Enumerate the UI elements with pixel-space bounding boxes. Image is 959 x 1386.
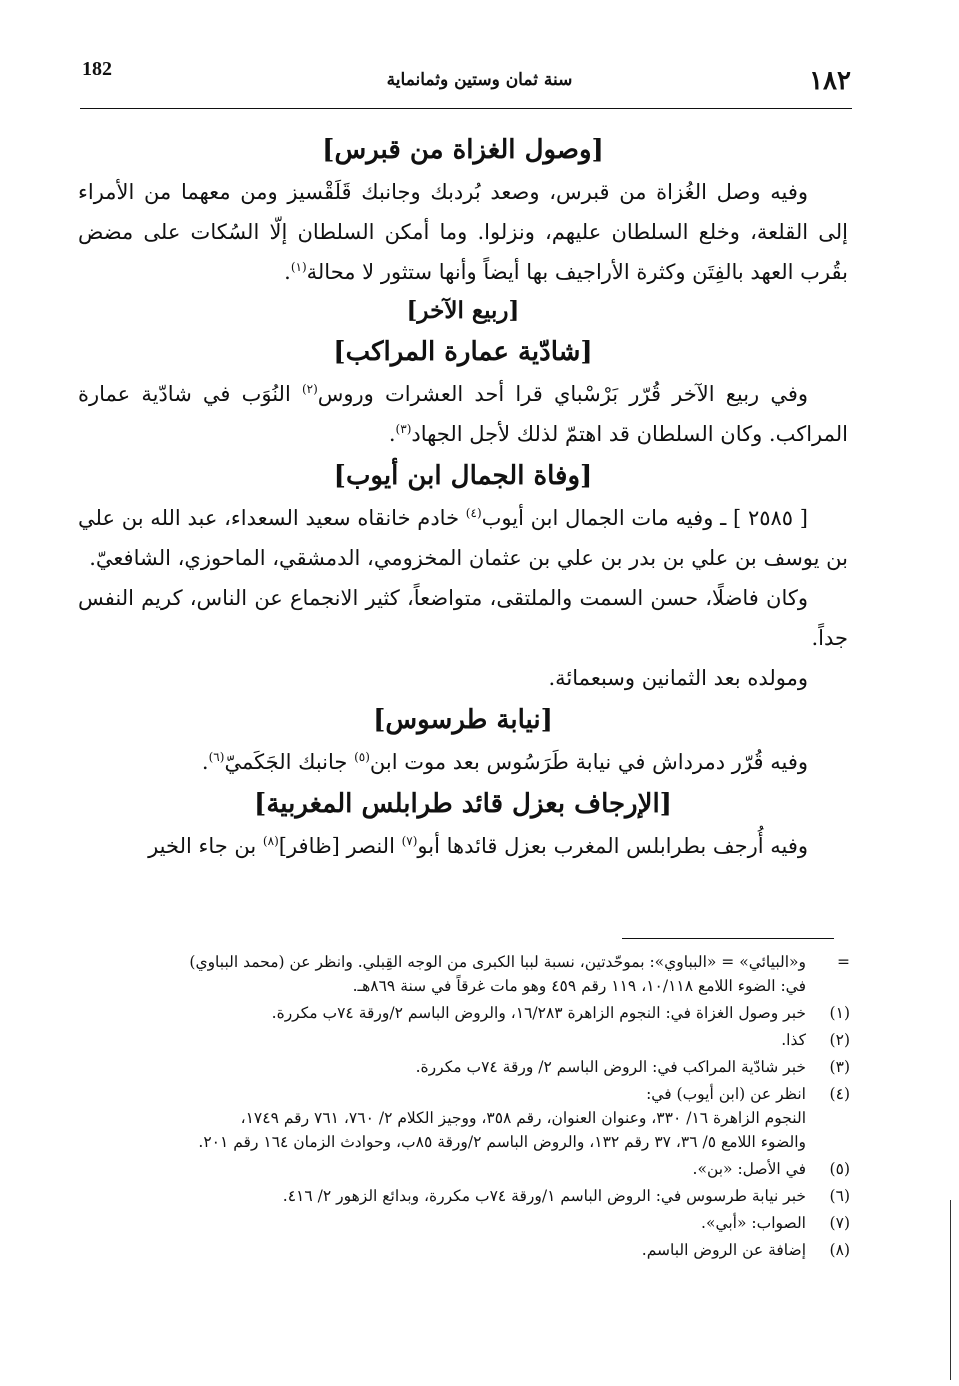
footnote-line: و«البيائي» = «البباوي»: بموحّدتين، نسبة لببا الكبرى من الوجه القِبلي. وانظر عن (محمد البباوي): [189, 953, 806, 971]
footnote-line: خبر وصول الغزاة في: النجوم الزاهرة ١٦/٢٨٣، والروض الباسم ٢/ورقة ٧٤ب مكررة.: [271, 1004, 806, 1022]
paragraph: وفيه أُرجف بطرابلس المغرب بعزل قائدها أبو$^{(٧)}$ النصر [ظافر]$^{(٨)}$ بن جاء الخير: [148, 834, 808, 858]
footnote: [70, 950, 850, 998]
footnote-line: والضوء اللامع ٥/ ٣٦، ٣٧ رقم ١٣٢، والروض الباسم ٢/ورقة ٨٥ب، وحوادث الزمان ١٦٤ رقم ٢٠١.: [198, 1133, 806, 1151]
footnote: [70, 1028, 850, 1052]
main-text: [78, 128, 848, 866]
page-number-latin: 182: [82, 58, 112, 80]
footnote-line: في الأصل: «بن».: [692, 1160, 806, 1178]
footnote-line: في: الضوء اللامع ١٠/١١٨، ١١٩ رقم ٤٥٩ وهو مات غرقاً في سنة ٨٦٩هـ.: [352, 977, 806, 995]
footnote-line: خبر نيابة طرسوس في: الروض الباسم ١/ورقة ٧٤ب مكررة، وبدائع الزهور ٢/ ٤١٦.: [282, 1187, 806, 1205]
paragraph: وكان فاضلًا، حسن السمت والملتقى، متواضعاً، كثير الانجماع عن الناس، كريم النفس جداً.: [78, 586, 848, 650]
section-heading: [وصول الغزاة من قبرس]: [322, 135, 604, 165]
page-number-arabic: ١٨٢: [809, 66, 851, 96]
paragraph: وفي ربيع الآخر قُرّر بَرْسْباي قرا أحد العشرات وروس$^{(٢)}$ النُوَب في شادّية عمارة المراكب. وكان السلطان قد اهتمّ لذلك لأجل الجهاد$^{(٣)}$.: [78, 382, 848, 446]
footnote-ref: (٣): [395, 422, 412, 436]
footnote-line: كذا.: [781, 1031, 806, 1049]
footnote: [70, 1157, 850, 1181]
footnote-ref: (١): [290, 260, 307, 274]
footnote-ref: (٢): [301, 382, 318, 396]
month-heading: [ربيع الآخر]: [406, 297, 520, 324]
paragraph: وفيه وصل الغُزاة من قبرس، وصعد بُردبك وجانبك قَلَقْسيز ومن معهما من الأمراء إلى القلعة، وخلع السلطان عليهم، ونزلوا. وما أمكن السلطان إلّا السُكات على مضض بقُرب العهد بالفِتَن وكثرة الأراجيف بها أيضاً وأنها ستثور لا محالة$^{(١)}$.: [78, 180, 848, 284]
footnote-label: (٥): [829, 1160, 850, 1178]
running-title: سنة ثمان وستين وثمانماية: [386, 70, 573, 90]
footnote: [70, 1184, 850, 1208]
header-rule: [80, 108, 852, 109]
section-heading: [نيابة طرسوس]: [373, 705, 553, 735]
section-heading: [شادّية عمارة المراكب]: [333, 337, 593, 367]
footnote-ref: (٤): [465, 506, 482, 520]
footnote-label: (٧): [829, 1214, 850, 1232]
paragraph: وفيه قُرّر دمرداش في نيابة طَرَسُوس بعد موت ابن$^{(٥)}$ جانبك الجَكَميّ$^{(٦)}$.: [201, 750, 808, 774]
section-heading: [وفاة الجمال ابن أيوب]: [333, 461, 593, 491]
footnote-rule: [622, 938, 834, 939]
footnote-line: الصواب: «أبي».: [701, 1214, 806, 1232]
footnote-ref: (٨): [262, 834, 279, 848]
footnote-ref: (٦): [208, 750, 225, 764]
footnote-line: خبر شادّية المراكب في: الروض الباسم ٢/ ورقة ٧٤ب مكررة.: [415, 1058, 806, 1076]
footnote-ref: (٧): [401, 834, 418, 848]
scan-edge-line: [950, 1200, 951, 1380]
footnote: [70, 1055, 850, 1079]
footnote: [70, 1211, 850, 1235]
footnote-label: (٦): [829, 1187, 850, 1205]
footnote-label: =: [837, 953, 850, 971]
footnote: [70, 1238, 850, 1262]
section-heading: [الإرجاف بعزل قائد طرابلس المغربية]: [254, 789, 672, 819]
paragraph: [ ٢٥٨٥ ] ـ وفيه مات الجمال ابن أيوب$^{(٤)}$ خادم خانقاه سعيد السعداء، عبد الله بن علي بن يوسف بن علي بن بدر بن علي بن عثمان المخزومي، الدمشقي، الماحوزي، الشافعيّ.: [78, 506, 848, 570]
footnote-label: (١): [829, 1004, 850, 1022]
footnote: [70, 1082, 850, 1154]
footnote: [70, 1001, 850, 1025]
footnote-line: إضافة عن الروض الباسم.: [641, 1241, 806, 1259]
footnote-label: (٨): [829, 1241, 850, 1259]
footnotes: [70, 950, 850, 1265]
footnote-line: انظر عن (ابن أيوب) في:: [646, 1085, 806, 1103]
footnote-label: (٢): [829, 1031, 850, 1049]
footnote-label: (٤): [829, 1085, 850, 1103]
footnote-ref: (٥): [354, 750, 370, 764]
paragraph: ومولده بعد الثمانين وسبعمائة.: [548, 666, 808, 690]
footnote-line: النجوم الزاهرة ١٦/ ٣٣٠، وعنوان العنوان، رقم ٣٥٨، ووجيز الكلام ٢/ ٧٦٠، ٧٦١ رقم ١٧٤٩،: [240, 1109, 806, 1127]
footnote-label: (٣): [829, 1058, 850, 1076]
